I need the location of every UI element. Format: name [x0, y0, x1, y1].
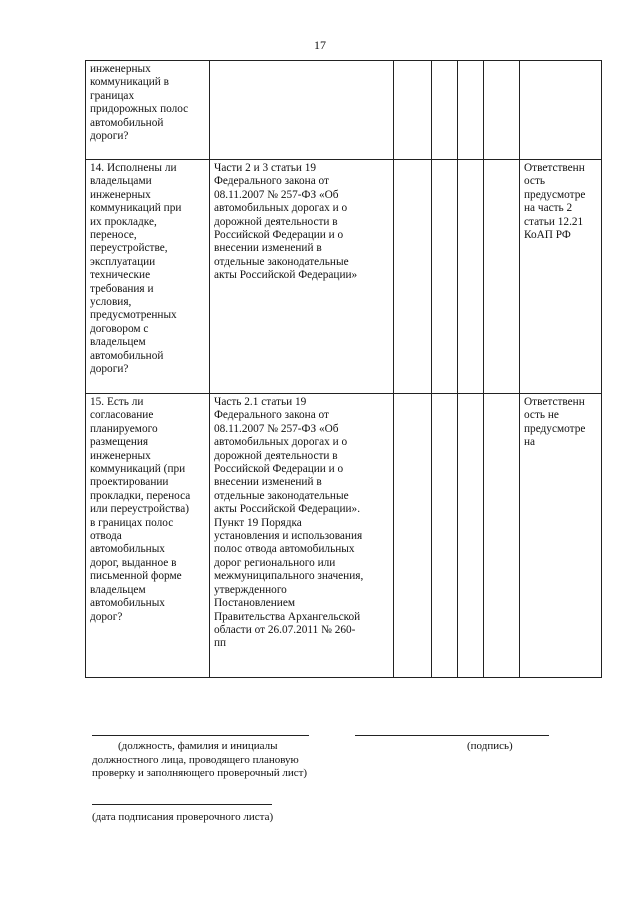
reference-cell: Часть 2.1 статьи 19 Федерального закона от 08.11.2007 № 257-ФЗ «Об автомобильных дорогах и о дорожной деятельности в Российской Федерации и о внесении изменений в отдельные законодательные акты Российской Федерации». Пункт 19 Порядка установления и использования полос отвода автомобильных дорог регионального или межмуниципального значения, утвержденного Постановлением Правительства Архангельской области от 26.07.2011 № 260- пп [210, 394, 394, 678]
reference-cell [210, 61, 394, 160]
answer-yes-cell[interactable] [394, 160, 432, 394]
liability-note-cell: Ответственн ость предусмотре на часть 2 статьи 12.21 КоАП РФ [520, 160, 602, 394]
liability-note-cell [520, 61, 602, 160]
answer-na-cell[interactable] [458, 160, 484, 394]
date-caption: (дата подписания проверочного листа) [92, 811, 274, 823]
table-row [86, 61, 602, 160]
answer-yes-cell[interactable] [394, 394, 432, 678]
question-cell: инженерных коммуникаций в границах придорожных полос автомобильной дороги? [86, 61, 210, 160]
answer-no-cell[interactable] [432, 61, 458, 160]
signature-line[interactable] [355, 735, 549, 736]
page-number: 17 [314, 38, 326, 52]
signature-caption: (подпись) [467, 740, 513, 752]
official-caption: (должность, фамилия и инициалы должностного лица, проводящего плановую проверку и заполняющего проверочный лист) [92, 740, 308, 779]
question-cell: 15. Есть ли согласование планируемого размещения инженерных коммуникаций (при проектировании прокладки, переноса или переустройства) в границах полос отвода автомобильных дорог, выданное в письменной форме владельцем автомобильных дорог? [86, 394, 210, 678]
empty-cell [484, 160, 520, 394]
table-row [86, 160, 602, 394]
answer-no-cell[interactable] [432, 394, 458, 678]
answer-yes-cell[interactable] [394, 61, 432, 160]
empty-cell [484, 61, 520, 160]
empty-cell [484, 394, 520, 678]
official-signature-line[interactable] [92, 735, 309, 736]
date-line[interactable] [92, 804, 272, 805]
question-cell: 14. Исполнены ли владельцами инженерных коммуникаций при их прокладке, переносе, переустройстве, эксплуатации технические требования и условия, предусмотренных договором с владельцем автомобильной дороги? [86, 160, 210, 394]
table-row [86, 394, 602, 678]
checklist-table [85, 60, 602, 678]
answer-na-cell[interactable] [458, 61, 484, 160]
reference-cell: Части 2 и 3 статьи 19 Федерального закона от 08.11.2007 № 257-ФЗ «Об автомобильных дорогах и о дорожной деятельности в Российской Федерации и о внесении изменений в отдельные законодательные акты Российской Федерации» [210, 160, 394, 394]
answer-no-cell[interactable] [432, 160, 458, 394]
answer-na-cell[interactable] [458, 394, 484, 678]
liability-note-cell: Ответственн ость не предусмотре на [520, 394, 602, 678]
